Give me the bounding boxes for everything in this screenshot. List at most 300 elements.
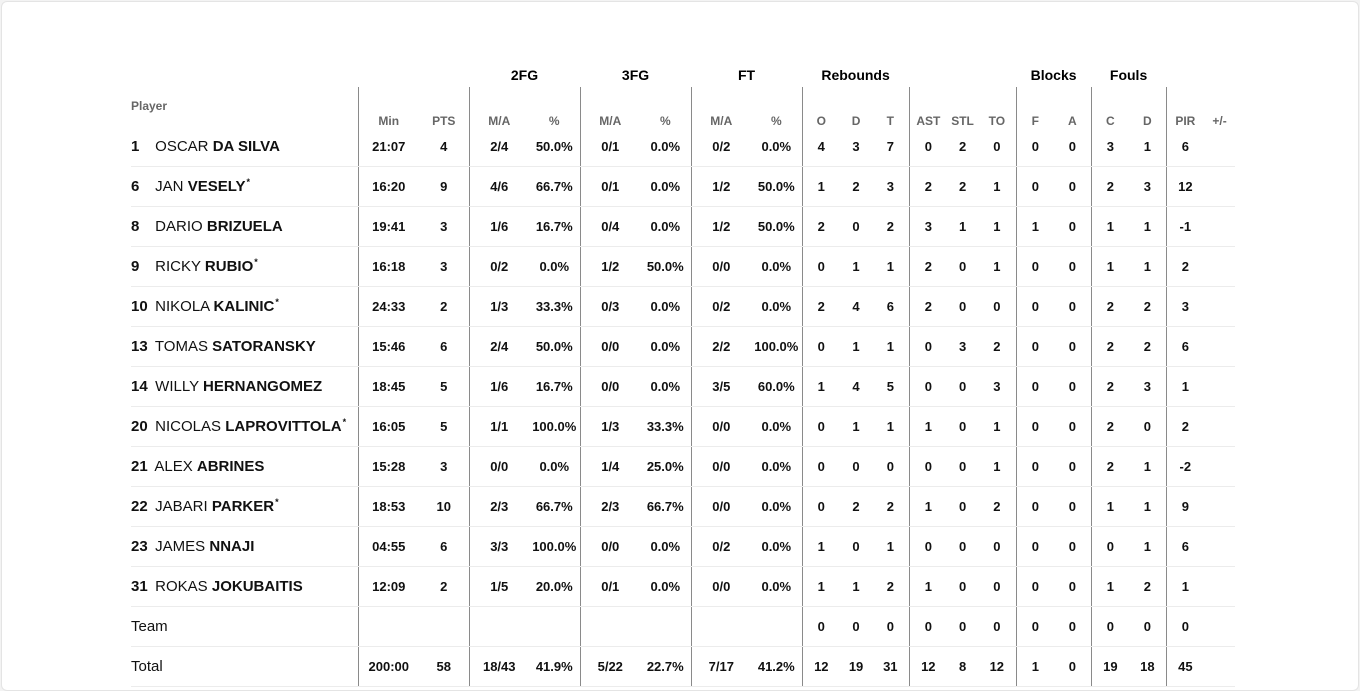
stat-fg3-pct: 0.0% (640, 526, 691, 566)
player-row (131, 128, 1235, 166)
stat-fouls-committed: 2 (1091, 446, 1129, 486)
boxscore-body (131, 128, 1235, 686)
stat-ast: 1 (909, 566, 947, 606)
stat-reb-def: 0 (840, 606, 872, 646)
stat-blk-against: 0 (1054, 446, 1091, 486)
column-header-to: TO (988, 114, 1006, 128)
stat-fg3-made-attempted: 0/0 (580, 526, 640, 566)
stat-ft-made-attempted: 1/2 (691, 166, 751, 206)
player-last-name[interactable]: BRIZUELA (206, 217, 283, 235)
stat-to: 1 (978, 406, 1016, 446)
stat-pir: 1 (1166, 366, 1204, 406)
stat-fg3-pct: 22.7% (640, 646, 691, 686)
stat-stl: 3 (947, 326, 978, 366)
stat-ft-pct: 41.2% (751, 646, 802, 686)
stat-blk-against: 0 (1054, 366, 1091, 406)
player-last-name[interactable]: LAPROVITTOLA (225, 418, 342, 435)
stat-to: 2 (978, 486, 1016, 526)
stat-fouls-committed: 2 (1091, 406, 1129, 446)
stat-fg2-made-attempted: 1/6 (469, 366, 529, 406)
stat-ft-made-attempted: 0/0 (691, 406, 751, 446)
stat-pts (419, 606, 469, 646)
boxscore-table (131, 62, 1235, 687)
stat-stl: 1 (947, 206, 978, 246)
stat-blk-for: 0 (1016, 446, 1054, 486)
stat-ft-pct (751, 606, 802, 646)
player-cell (131, 246, 358, 286)
stat-reb-def: 1 (840, 246, 872, 286)
stat-blk-for: 0 (1016, 128, 1054, 166)
stat-pts: 5 (419, 366, 469, 406)
player-row (131, 286, 1235, 326)
player-number: 9 (131, 258, 140, 275)
stat-pir: -2 (1166, 446, 1204, 486)
stat-fouls-drawn: 0 (1129, 606, 1166, 646)
stat-pts: 5 (419, 406, 469, 446)
stat-fg2-made-attempted (469, 606, 529, 646)
stat-fg2-made-attempted: 0/2 (469, 246, 529, 286)
stat-ast: 0 (909, 526, 947, 566)
player-last-name[interactable]: NNAJI (209, 537, 255, 555)
stat-ft-made-attempted: 0/0 (691, 246, 751, 286)
column-header-fg3-made-attempted: M/A (580, 87, 640, 128)
stat-ft-pct: 0.0% (751, 406, 802, 446)
stat-fg2-made-attempted: 1/6 (469, 206, 529, 246)
stat-fg3-pct: 0.0% (640, 366, 691, 406)
team-row (131, 606, 1235, 646)
stat-fg2-pct: 33.3% (529, 286, 580, 326)
player-last-name[interactable]: DA SILVA (212, 138, 280, 156)
stat-min: 16:20 (358, 166, 419, 206)
stat-reb-def: 1 (840, 406, 872, 446)
stat-reb-off: 0 (802, 446, 840, 486)
stat-stl: 2 (947, 128, 978, 166)
stat-ft-pct: 50.0% (751, 166, 802, 206)
player-cell (131, 128, 358, 166)
stat-stl: 0 (947, 366, 978, 406)
stat-pts: 10 (419, 486, 469, 526)
player-row (131, 246, 1235, 286)
stat-fg3-made-attempted: 0/3 (580, 286, 640, 326)
stat-fouls-drawn: 1 (1129, 128, 1166, 166)
player-row (131, 406, 1235, 446)
stat-ft-made-attempted: 1/2 (691, 206, 751, 246)
player-number: 1 (131, 138, 140, 156)
player-number: 23 (131, 537, 148, 555)
stat-to: 0 (978, 128, 1016, 166)
player-last-name[interactable]: HERNANGOMEZ (202, 377, 323, 395)
stat-pir: 6 (1166, 326, 1204, 366)
stat-fg2-made-attempted: 1/1 (469, 406, 529, 446)
stat-pir: 6 (1166, 128, 1204, 166)
stat-ft-made-attempted: 7/17 (691, 646, 751, 686)
stat-ft-pct: 60.0% (751, 366, 802, 406)
stat-ft-made-attempted: 0/0 (691, 446, 751, 486)
stat-fg2-pct: 66.7% (529, 166, 580, 206)
stat-fg3-made-attempted: 2/3 (580, 486, 640, 526)
stat-pir: 12 (1166, 166, 1204, 206)
column-header-fg3-pct: % (659, 114, 671, 128)
player-first-name[interactable]: OSCAR (155, 138, 209, 156)
stat-reb-def: 2 (840, 166, 872, 206)
stat-ft-pct: 0.0% (751, 486, 802, 526)
boxscore-card (1, 1, 1359, 691)
stat-reb-def: 1 (840, 326, 872, 366)
stat-stl: 0 (947, 286, 978, 326)
stat-pts: 9 (419, 166, 469, 206)
stat-fouls-drawn: 1 (1129, 526, 1166, 566)
stat-blk-against: 0 (1054, 566, 1091, 606)
stat-pts: 3 (419, 206, 469, 246)
stat-to: 2 (978, 326, 1016, 366)
stat-reb-def: 1 (840, 566, 872, 606)
stat-reb-off: 12 (802, 646, 840, 686)
stat-fg3-made-attempted: 0/1 (580, 566, 640, 606)
column-header-reb-off: O (802, 87, 840, 128)
group-empty-min-pts (358, 62, 469, 87)
player-number: 8 (131, 217, 140, 235)
stat-ft-made-attempted: 0/2 (691, 128, 751, 166)
stat-fg3-made-attempted: 5/22 (580, 646, 640, 686)
stat-reb-def: 0 (840, 206, 872, 246)
stat-fouls-drawn: 1 (1129, 446, 1166, 486)
stat-fg2-pct: 50.0% (529, 326, 580, 366)
stat-reb-off: 0 (802, 326, 840, 366)
player-row (131, 486, 1235, 526)
player-row (131, 206, 1235, 246)
stat-ast: 0 (909, 606, 947, 646)
stat-reb-total: 1 (872, 406, 909, 446)
stat-ft-made-attempted (691, 606, 751, 646)
stat-fg2-pct: 20.0% (529, 566, 580, 606)
stat-ft-pct: 100.0% (751, 326, 802, 366)
group-3fg: 3FG (621, 66, 650, 83)
stat-pts: 3 (419, 246, 469, 286)
stat-fg2-made-attempted: 4/6 (469, 166, 529, 206)
stat-fg2-made-attempted: 2/4 (469, 326, 529, 366)
stat-min: 15:46 (358, 326, 419, 366)
stat-fg2-pct: 100.0% (529, 526, 580, 566)
stat-to: 1 (978, 446, 1016, 486)
stat-blk-against: 0 (1054, 326, 1091, 366)
player-last-name[interactable]: KALINIC (213, 298, 275, 315)
stat-reb-total: 0 (872, 606, 909, 646)
stat-pir: 3 (1166, 286, 1204, 326)
stat-pts: 6 (419, 326, 469, 366)
stat-ft-pct: 0.0% (751, 128, 802, 166)
stat-fg3-made-attempted: 0/1 (580, 166, 640, 206)
player-cell (131, 446, 358, 486)
player-row (131, 446, 1235, 486)
stat-reb-total: 7 (872, 128, 909, 166)
stat-fg3-made-attempted: 0/0 (580, 366, 640, 406)
player-last-name[interactable]: ABRINES (196, 457, 265, 475)
stat-blk-against: 0 (1054, 246, 1091, 286)
stat-fouls-drawn: 1 (1129, 246, 1166, 286)
stat-min: 200:00 (358, 646, 419, 686)
stat-reb-total: 2 (872, 566, 909, 606)
player-last-name[interactable]: RUBIO (204, 258, 254, 275)
player-first-name[interactable]: TOMAS (154, 337, 208, 355)
stat-stl: 0 (947, 246, 978, 286)
stat-ast: 0 (909, 366, 947, 406)
stat-plus-minus (1204, 606, 1235, 646)
stat-reb-off: 2 (802, 206, 840, 246)
stat-stl: 0 (947, 406, 978, 446)
stat-fg3-made-attempted: 0/0 (580, 326, 640, 366)
stat-min: 15:28 (358, 446, 419, 486)
stat-blk-for: 0 (1016, 246, 1054, 286)
stat-fg2-pct: 41.9% (529, 646, 580, 686)
stat-to: 0 (978, 606, 1016, 646)
stat-min: 21:07 (358, 128, 419, 166)
player-last-name[interactable]: SATORANSKY (212, 337, 316, 355)
player-first-name[interactable]: ROKAS (155, 577, 208, 595)
stat-stl: 0 (947, 446, 978, 486)
group-empty-ast (909, 62, 1016, 87)
stat-pts: 58 (419, 646, 469, 686)
column-header-stl: STL (951, 114, 974, 128)
stat-fg2-pct: 16.7% (529, 366, 580, 406)
stat-fg3-pct: 0.0% (640, 128, 691, 166)
stat-reb-def: 4 (840, 286, 872, 326)
player-cell (131, 566, 358, 606)
column-header-fg2-pct: % (548, 114, 560, 128)
stat-blk-for: 1 (1016, 206, 1054, 246)
stat-reb-def: 4 (840, 366, 872, 406)
stat-blk-against: 0 (1054, 206, 1091, 246)
stat-pts: 4 (419, 128, 469, 166)
stat-pir: 2 (1166, 246, 1204, 286)
stat-plus-minus (1204, 246, 1235, 286)
player-cell (131, 606, 358, 646)
stat-blk-against: 0 (1054, 646, 1091, 686)
player-first-name[interactable]: WILLY (155, 377, 199, 395)
stat-ft-made-attempted: 0/2 (691, 526, 751, 566)
stat-blk-against: 0 (1054, 526, 1091, 566)
stat-reb-off: 0 (802, 606, 840, 646)
total-row (131, 646, 1235, 686)
stat-blk-against: 0 (1054, 606, 1091, 646)
stat-blk-against: 0 (1054, 486, 1091, 526)
stat-plus-minus (1204, 486, 1235, 526)
player-first-name[interactable]: NICOLAS (155, 418, 222, 435)
column-header-ast: AST (909, 87, 947, 128)
stat-fg2-made-attempted: 18/43 (469, 646, 529, 686)
stat-blk-for: 0 (1016, 566, 1054, 606)
player-row (131, 366, 1235, 406)
stat-fg2-pct: 16.7% (529, 206, 580, 246)
stat-plus-minus (1204, 646, 1235, 686)
stat-fouls-drawn: 3 (1129, 166, 1166, 206)
player-cell (131, 406, 358, 446)
stat-fg3-pct: 66.7% (640, 486, 691, 526)
stat-to: 0 (978, 526, 1016, 566)
stat-fouls-committed: 2 (1091, 166, 1129, 206)
stat-reb-def: 2 (840, 486, 872, 526)
stat-plus-minus (1204, 166, 1235, 206)
stat-pir: -1 (1166, 206, 1204, 246)
player-cell (131, 286, 358, 326)
stat-blk-for: 0 (1016, 406, 1054, 446)
player-number: 14 (131, 377, 148, 395)
stat-stl: 0 (947, 606, 978, 646)
stat-pir: 6 (1166, 526, 1204, 566)
stat-reb-off: 0 (802, 246, 840, 286)
column-header-reb-total: T (886, 114, 894, 128)
group-blocks: Blocks (1030, 66, 1077, 83)
player-cell (131, 206, 358, 246)
player-last-name[interactable]: JOKUBAITIS (211, 577, 303, 595)
stat-fg2-pct (529, 606, 580, 646)
stat-fouls-committed: 2 (1091, 286, 1129, 326)
stat-fg3-pct: 0.0% (640, 566, 691, 606)
stat-pir: 0 (1166, 606, 1204, 646)
player-first-name[interactable]: RICKY (155, 258, 201, 275)
stat-min (358, 606, 419, 646)
player-cell (131, 526, 358, 566)
stat-fouls-drawn: 0 (1129, 406, 1166, 446)
player-cell (131, 486, 358, 526)
player-number: 10 (131, 298, 148, 315)
group-ft: FT (737, 66, 756, 83)
stat-blk-for: 0 (1016, 606, 1054, 646)
player-last-name[interactable]: PARKER (211, 498, 275, 515)
player-number: 31 (131, 577, 148, 595)
player-first-name[interactable]: JAMES (155, 537, 206, 555)
column-header-blk-against: A (1067, 114, 1077, 128)
column-header-min: Min (358, 87, 419, 128)
stat-blk-for: 1 (1016, 646, 1054, 686)
stat-ft-made-attempted: 2/2 (691, 326, 751, 366)
stat-stl: 2 (947, 166, 978, 206)
group-empty (131, 62, 358, 87)
stat-reb-off: 1 (802, 526, 840, 566)
stat-reb-total: 1 (872, 326, 909, 366)
starter-marker: * (275, 497, 279, 507)
stat-fg2-made-attempted: 1/3 (469, 286, 529, 326)
stat-min: 18:45 (358, 366, 419, 406)
stat-fg3-made-attempted: 1/3 (580, 406, 640, 446)
stat-fg2-made-attempted: 3/3 (469, 526, 529, 566)
stat-reb-total: 1 (872, 526, 909, 566)
stat-ast: 1 (909, 486, 947, 526)
stat-reb-total: 5 (872, 366, 909, 406)
stat-min: 16:18 (358, 246, 419, 286)
stat-reb-def: 0 (840, 446, 872, 486)
stat-ft-made-attempted: 3/5 (691, 366, 751, 406)
player-number: 21 (131, 457, 148, 475)
stat-blk-against: 0 (1054, 286, 1091, 326)
stat-blk-for: 0 (1016, 486, 1054, 526)
stat-pir: 1 (1166, 566, 1204, 606)
column-header-player: Player (131, 99, 168, 113)
total-label: Total (131, 657, 163, 675)
stat-ft-pct: 0.0% (751, 446, 802, 486)
stat-pts: 3 (419, 446, 469, 486)
stat-ast: 0 (909, 128, 947, 166)
player-row (131, 526, 1235, 566)
stat-blk-for: 0 (1016, 286, 1054, 326)
player-first-name[interactable]: JABARI (155, 498, 208, 515)
stat-fouls-committed: 2 (1091, 326, 1129, 366)
stat-plus-minus (1204, 526, 1235, 566)
stat-fouls-committed: 1 (1091, 246, 1129, 286)
starter-marker: * (275, 297, 279, 307)
team-label: Team (131, 617, 168, 635)
stat-plus-minus (1204, 206, 1235, 246)
stat-reb-total: 6 (872, 286, 909, 326)
stat-stl: 0 (947, 566, 978, 606)
stat-pts: 6 (419, 526, 469, 566)
player-first-name[interactable]: ALEX (154, 457, 193, 475)
stat-fouls-committed: 1 (1091, 206, 1129, 246)
stat-fg2-pct: 50.0% (529, 128, 580, 166)
stat-ft-pct: 0.0% (751, 526, 802, 566)
stat-fouls-drawn: 2 (1129, 566, 1166, 606)
column-header-ft-made-attempted: M/A (691, 87, 751, 128)
stat-fouls-drawn: 2 (1129, 326, 1166, 366)
stat-ast: 2 (909, 246, 947, 286)
stat-fg3-made-attempted (580, 606, 640, 646)
player-number: 22 (131, 498, 148, 515)
player-first-name[interactable]: NIKOLA (155, 298, 210, 315)
player-first-name[interactable]: JAN (155, 178, 184, 195)
stat-to: 0 (978, 566, 1016, 606)
stat-reb-off: 0 (802, 486, 840, 526)
stat-fouls-committed: 2 (1091, 366, 1129, 406)
group-header-row (131, 62, 1235, 87)
stat-fg2-pct: 0.0% (529, 246, 580, 286)
stat-plus-minus (1204, 406, 1235, 446)
group-fouls: Fouls (1109, 66, 1148, 83)
stat-fg3-pct (640, 606, 691, 646)
player-number: 20 (131, 418, 148, 435)
stat-blk-for: 0 (1016, 326, 1054, 366)
stat-stl: 0 (947, 526, 978, 566)
player-last-name[interactable]: VESELY (187, 178, 246, 195)
player-row (131, 566, 1235, 606)
stat-fouls-drawn: 18 (1129, 646, 1166, 686)
stat-blk-for: 0 (1016, 366, 1054, 406)
stat-reb-off: 2 (802, 286, 840, 326)
stat-min: 16:05 (358, 406, 419, 446)
player-number: 13 (131, 337, 148, 355)
stat-fg3-pct: 0.0% (640, 166, 691, 206)
stat-fouls-drawn: 2 (1129, 286, 1166, 326)
stat-to: 1 (978, 206, 1016, 246)
stat-ft-made-attempted: 0/0 (691, 566, 751, 606)
column-header-blk-for: F (1016, 87, 1054, 128)
stat-fouls-committed: 3 (1091, 128, 1129, 166)
stat-reb-off: 1 (802, 366, 840, 406)
stat-fg2-made-attempted: 2/4 (469, 128, 529, 166)
stat-ft-pct: 50.0% (751, 206, 802, 246)
group-2fg: 2FG (510, 66, 539, 83)
player-cell (131, 646, 358, 686)
player-row (131, 326, 1235, 366)
stat-plus-minus (1204, 326, 1235, 366)
stat-reb-total: 1 (872, 246, 909, 286)
stat-reb-def: 3 (840, 128, 872, 166)
player-first-name[interactable]: DARIO (155, 217, 203, 235)
stat-blk-against: 0 (1054, 406, 1091, 446)
column-header-reb-def: D (851, 114, 861, 128)
stat-blk-for: 0 (1016, 526, 1054, 566)
stat-min: 12:09 (358, 566, 419, 606)
stat-fouls-committed: 1 (1091, 486, 1129, 526)
stat-plus-minus (1204, 286, 1235, 326)
